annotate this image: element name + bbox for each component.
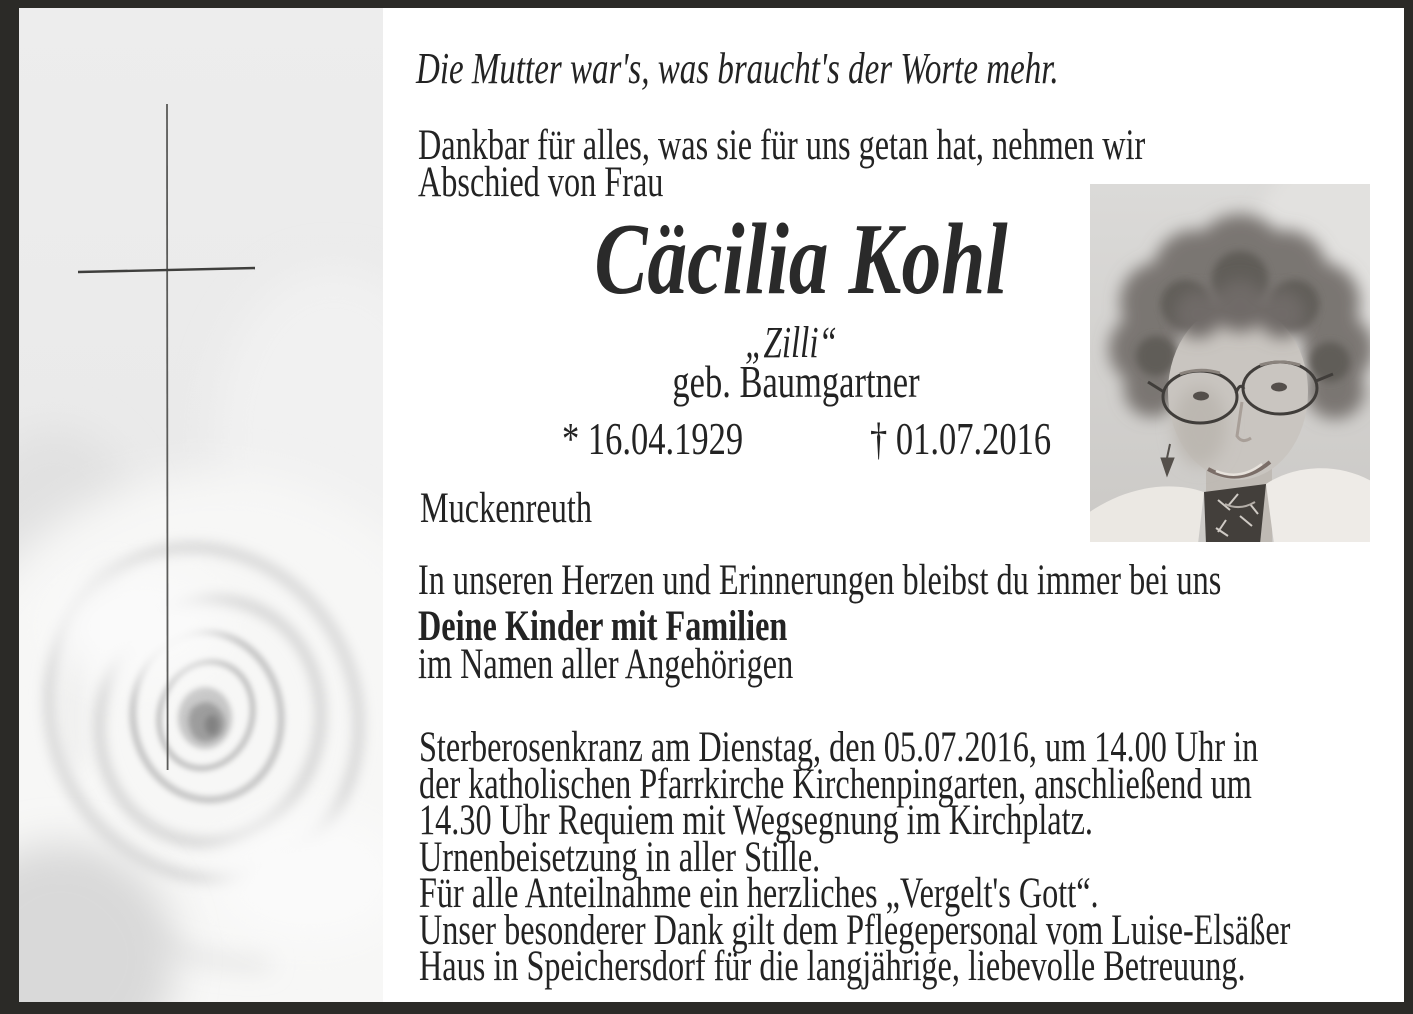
service-line: Sterberosenkranz am Dienstag, den 05.07.2016, um 14.00 Uhr in (419, 724, 1259, 771)
mourners-sub: im Namen aller Angehörigen (418, 641, 794, 688)
deceased-nickname: „Zilli“ (745, 318, 837, 367)
deceased-name: Cäcilia Kohl (594, 203, 1008, 316)
service-line: Unser besonderer Dank gilt dem Pflegepersonal vom Luise-Elsäßer (419, 906, 1291, 954)
portrait-photo (1090, 184, 1370, 542)
memorial-line: In unseren Herzen und Erinnerungen bleibst du immer bei uns (418, 557, 1222, 604)
intro-line: Abschied von Frau (418, 159, 664, 206)
residence: Muckenreuth (420, 485, 592, 532)
service-line: Für alle Anteilnahme ein herzliches „Vergelt's Gott“. (419, 870, 1099, 917)
service-line: Haus in Speichersdorf für die langjährige, liebevolle Betreuung. (419, 943, 1246, 990)
portrait-illustration (1090, 184, 1370, 542)
mourners-main: Deine Kinder mit Familien (418, 603, 788, 650)
notice-content (383, 8, 1404, 1002)
service-line: Urnenbeisetzung in aller Stille. (419, 833, 821, 881)
birth-date: * 16.04.1929 (562, 413, 744, 464)
death-date: † 01.07.2016 (870, 413, 1052, 464)
maiden-name: geb. Baumgartner (672, 356, 920, 407)
rose-illustration (19, 8, 383, 1002)
service-line: 14.30 Uhr Requiem mit Wegsegnung im Kirchplatz. (419, 797, 1093, 844)
service-details (419, 724, 1291, 990)
service-line: der katholischen Pfarrkirche Kirchenpingarten, anschließend um (419, 760, 1252, 808)
rose-image (19, 8, 383, 1002)
intro-text (418, 122, 1146, 206)
obituary-card (19, 8, 1404, 1002)
epigraph: Die Mutter war's, was braucht's der Worte mehr. (416, 44, 1059, 93)
intro-line: Dankbar für alles, was sie für uns getan hat, nehmen wir (418, 122, 1146, 169)
